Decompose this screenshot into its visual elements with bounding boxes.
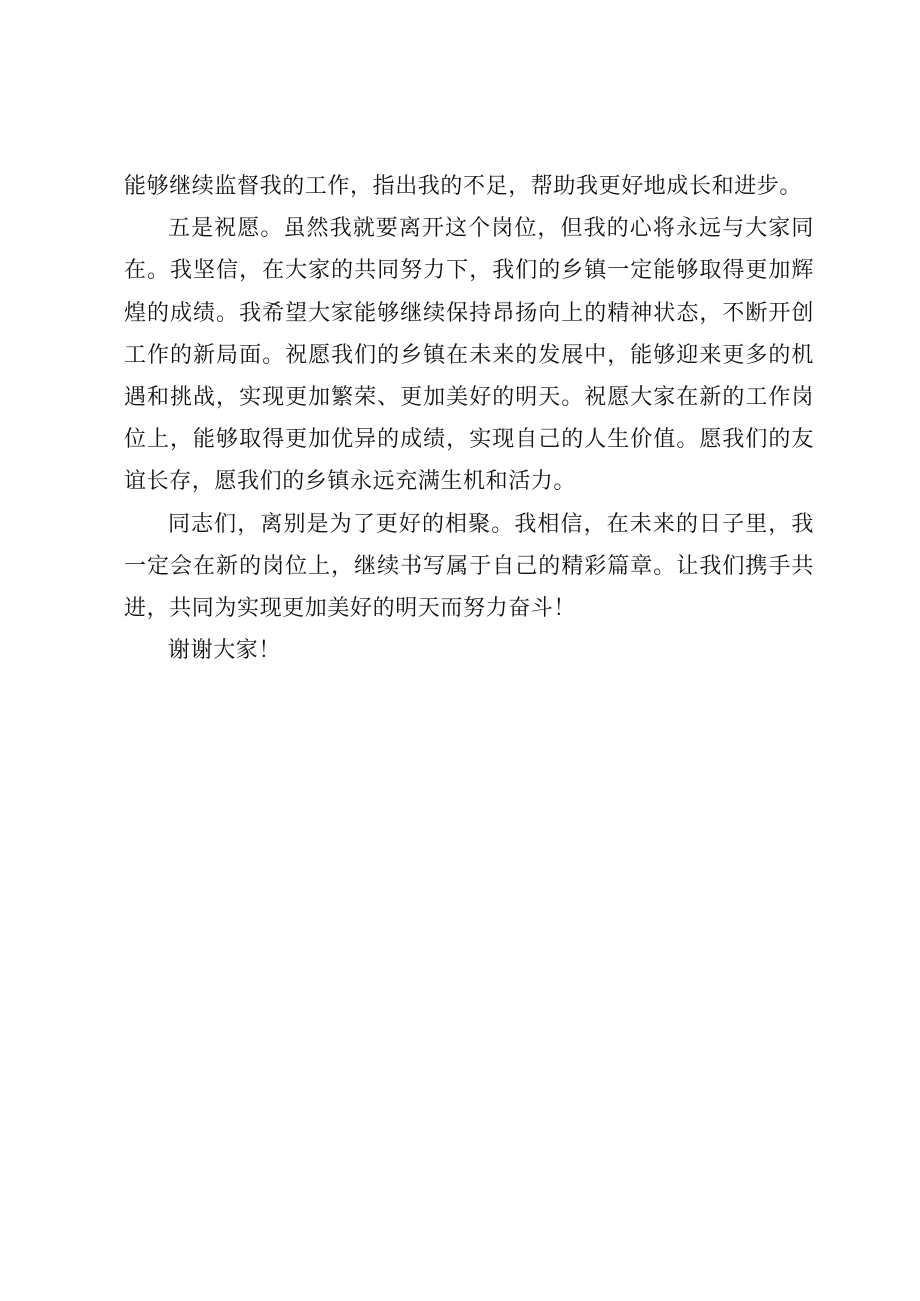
paragraph-farewell: 同志们，离别是为了更好的相聚。我相信，在未来的日子里，我一定会在新的岗位上，继续书写属于自己的精彩篇章。让我们携手共进，共同为实现更加美好的明天而努力奋斗！ — [124, 511, 814, 622]
paragraph-wishes: 五是祝愿。虽然我就要离开这个岗位，但我的心将永远与大家同在。我坚信，在大家的共同努力下，我们的乡镇一定能够取得更加辉煌的成绩。我希望大家能够继续保持昂扬向上的精神状态，不断开创工作的新局面。祝愿我们的乡镇在未来的发展中，能够迎来更多的机遇和挑战，实现更加繁荣、更加美好的明天。祝愿大家在新的工作岗位上，能够取得更加优异的成绩，实现自己的人生价值。愿我们的友谊长存，愿我们的乡镇永远充满生机和活力。 — [124, 216, 814, 495]
paragraph-thanks: 谢谢大家！ — [168, 638, 282, 664]
paragraph-continuation: 能够继续监督我的工作，指出我的不足，帮助我更好地成长和进步。 — [124, 174, 803, 199]
document-body — [124, 166, 814, 672]
